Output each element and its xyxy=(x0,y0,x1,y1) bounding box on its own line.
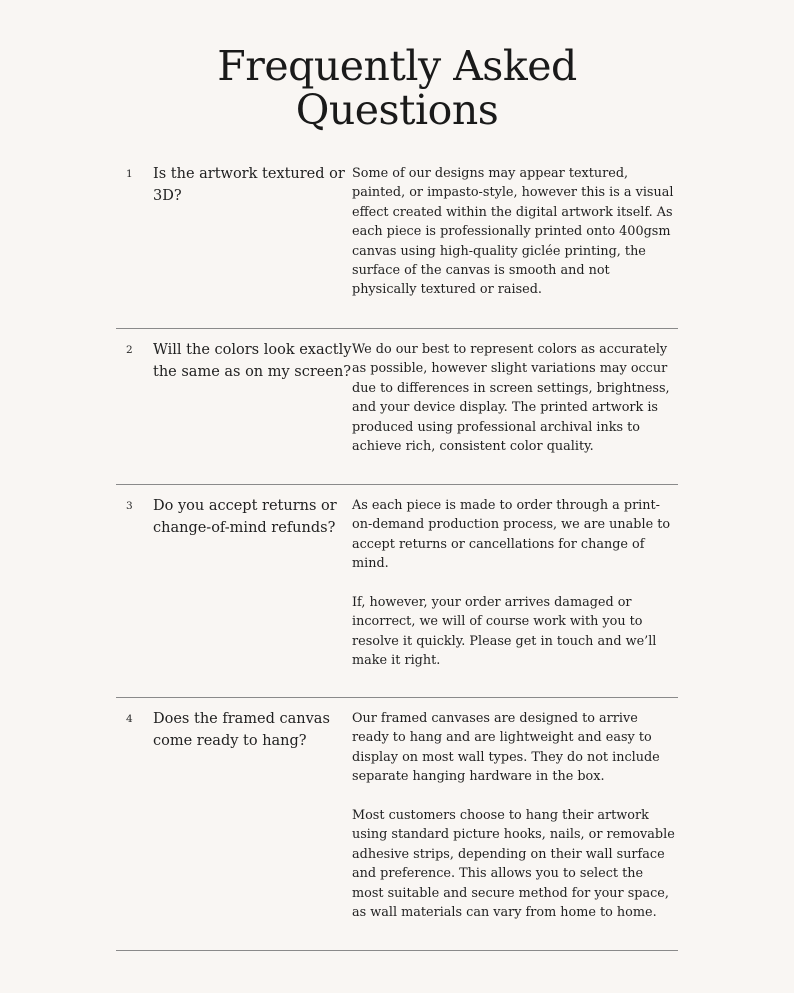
faq-answer-paragraph: As each piece is made to order through a print-on-demand production process, we are unable to accept returns or cancellations for change of mind. xyxy=(352,498,671,572)
faq-item-2 xyxy=(116,329,678,485)
faq-answer xyxy=(352,340,678,484)
faq-question: Is the artwork textured or 3D? xyxy=(153,166,345,204)
faq-list xyxy=(116,164,678,951)
faq-number: 2 xyxy=(126,344,133,356)
faq-item-3 xyxy=(116,485,678,698)
faq-answer-paragraph: Some of our designs may appear textured, painted, or impasto-style, however this is a visual effect created within the digital artwork itself. As each piece is professionally printed onto 400gsm canvas using high-quality giclée printing, the surface of the canvas is smooth and not physically textured or raised. xyxy=(352,166,674,298)
faq-item-4 xyxy=(116,698,678,951)
faq-answer-paragraph: Our framed canvases are designed to arrive ready to hang and are lightweight and easy to display on most wall types. They do not include separate hanging hardware in the box. xyxy=(352,711,660,785)
faq-answer-paragraph: Most customers choose to hang their artwork using standard picture hooks, nails, or removable adhesive strips, depending on their wall surface and preference. This allows you to select the most suitable and secure method for your space, as wall materials can vary from home to home. xyxy=(352,808,675,921)
faq-answer xyxy=(352,496,678,697)
faq-number: 3 xyxy=(126,500,133,512)
faq-question: Does the framed canvas come ready to hang? xyxy=(153,711,330,749)
faq-question: Do you accept returns or change-of-mind refunds? xyxy=(153,498,337,536)
page-title-line-2: Questions xyxy=(295,86,499,134)
page-title-line-1: Frequently Asked xyxy=(217,42,577,90)
faq-question: Will the colors look exactly the same as on my screen? xyxy=(153,342,352,380)
faq-number: 1 xyxy=(126,168,133,180)
faq-answer-paragraph: If, however, your order arrives damaged or incorrect, we will of course work with you to resolve it quickly. Please get in touch and we’ll make it right. xyxy=(352,595,657,669)
faq-answer xyxy=(352,164,678,328)
page-title xyxy=(0,44,794,132)
faq-answer-paragraph: We do our best to represent colors as accurately as possible, however slight variations may occur due to differences in screen settings, brightness, and your device display. The printed artwork is produced using professional archival inks to achieve rich, consistent color quality. xyxy=(352,342,670,455)
faq-answer xyxy=(352,709,678,950)
faq-item-1 xyxy=(116,164,678,329)
faq-number: 4 xyxy=(126,713,133,725)
